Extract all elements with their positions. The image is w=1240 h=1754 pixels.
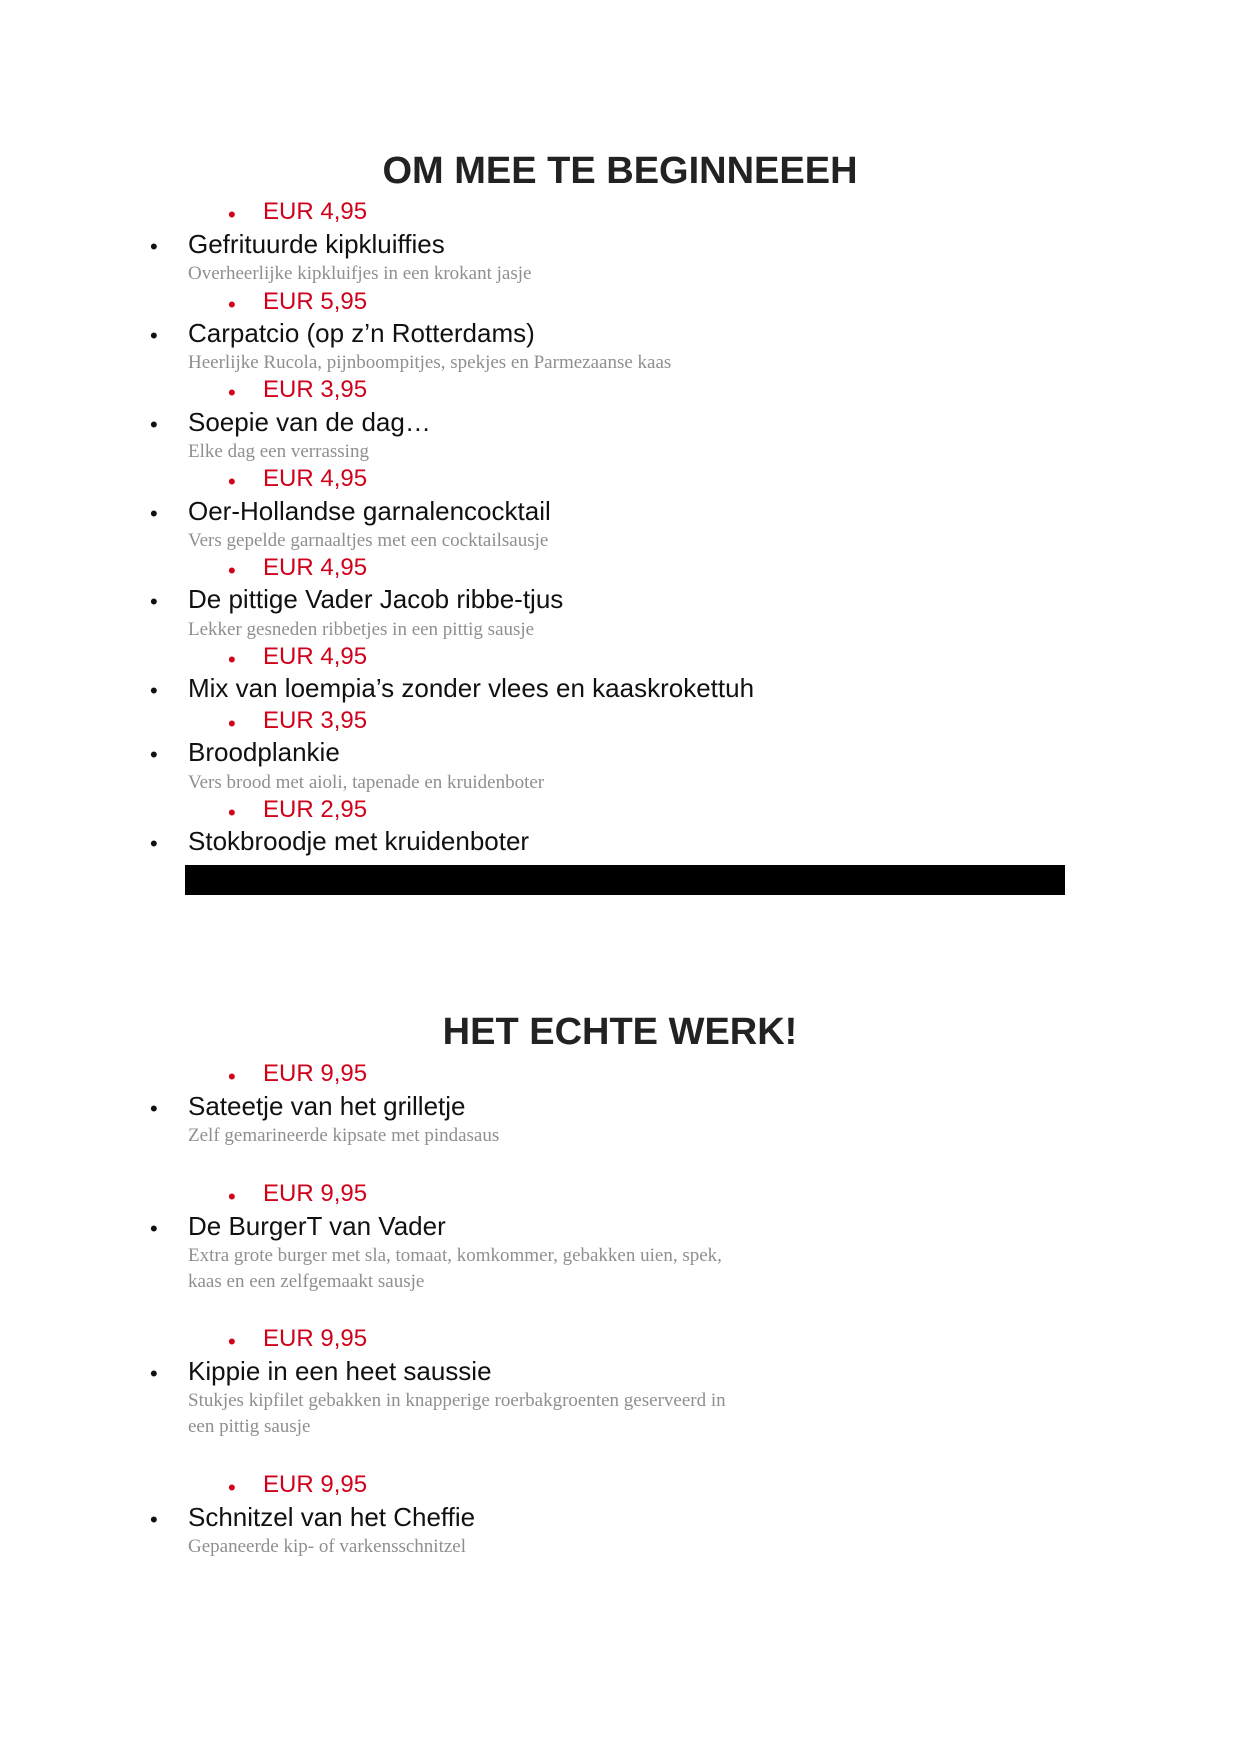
item-name: Kippie in een heet saussie bbox=[188, 1356, 492, 1386]
section-heading-mains: HET ECHTE WERK! bbox=[442, 1011, 798, 1053]
item-description: Overheerlijke kipkluifjes in een krokant jasje bbox=[188, 263, 532, 284]
price-bullet: • bbox=[228, 1329, 236, 1354]
item-description: Extra grote burger met sla, tomaat, komkommer, gebakken uien, spek, bbox=[188, 1245, 722, 1266]
section-heading-starters: OM MEE TE BEGINNEEEH bbox=[382, 150, 858, 192]
item-bullet: • bbox=[150, 501, 158, 526]
item-name: De BurgerT van Vader bbox=[188, 1211, 446, 1241]
item-description: Gepaneerde kip- of varkensschnitzel bbox=[188, 1536, 467, 1557]
item-name: Soepie van de dag… bbox=[188, 407, 431, 437]
item-description-line-2: kaas en een zelfgemaakt sausje bbox=[188, 1271, 425, 1292]
item-name: De pittige Vader Jacob ribbe-tjus bbox=[188, 584, 564, 614]
item-description-line-2: een pittig sausje bbox=[188, 1416, 311, 1437]
item-bullet: • bbox=[150, 678, 158, 703]
item-name: Broodplankie bbox=[188, 737, 340, 767]
item-description: Vers gepelde garnaaltjes met een cocktailsausje bbox=[188, 530, 549, 551]
item-price: EUR 9,95 bbox=[263, 1325, 368, 1352]
item-price: EUR 4,95 bbox=[263, 198, 368, 225]
price-bullet: • bbox=[228, 711, 236, 736]
item-name: Schnitzel van het Cheffie bbox=[188, 1502, 476, 1532]
item-bullet: • bbox=[150, 412, 158, 437]
item-name: Gefrituurde kipkluiffies bbox=[188, 229, 445, 259]
item-name: Carpatcio (op z’n Rotterdams) bbox=[188, 318, 535, 348]
item-description: Zelf gemarineerde kipsate met pindasaus bbox=[188, 1125, 500, 1146]
item-price: EUR 4,95 bbox=[263, 554, 368, 581]
item-description: Heerlijke Rucola, pijnboompitjes, spekjes en Parmezaanse kaas bbox=[188, 352, 672, 373]
item-name: Sateetje van het grilletje bbox=[188, 1091, 466, 1121]
price-bullet: • bbox=[228, 292, 236, 317]
item-price: EUR 9,95 bbox=[263, 1180, 368, 1207]
price-bullet: • bbox=[228, 647, 236, 672]
item-description: Vers brood met aioli, tapenade en kruidenboter bbox=[188, 772, 545, 793]
price-bullet: • bbox=[228, 1475, 236, 1500]
price-bullet: • bbox=[228, 469, 236, 494]
item-name: Stokbroodje met kruidenboter bbox=[188, 826, 530, 856]
item-bullet: • bbox=[150, 831, 158, 856]
item-name: Mix van loempia’s zonder vlees en kaaskrokettuh bbox=[188, 673, 755, 703]
item-price: EUR 9,95 bbox=[263, 1060, 368, 1087]
item-price: EUR 5,95 bbox=[263, 288, 368, 315]
price-bullet: • bbox=[228, 800, 236, 825]
item-price: EUR 4,95 bbox=[263, 465, 368, 492]
item-price: EUR 3,95 bbox=[263, 707, 368, 734]
price-bullet: • bbox=[228, 1184, 236, 1209]
item-name: Oer-Hollandse garnalencocktail bbox=[188, 496, 551, 526]
item-bullet: • bbox=[150, 234, 158, 259]
item-price: EUR 9,95 bbox=[263, 1471, 368, 1498]
item-bullet: • bbox=[150, 323, 158, 348]
price-bullet: • bbox=[228, 202, 236, 227]
price-bullet: • bbox=[228, 380, 236, 405]
item-bullet: • bbox=[150, 1507, 158, 1532]
item-bullet: • bbox=[150, 589, 158, 614]
item-bullet: • bbox=[150, 1361, 158, 1386]
item-price: EUR 2,95 bbox=[263, 796, 368, 823]
item-description: Stukjes kipfilet gebakken in knapperige roerbakgroenten geserveerd in bbox=[188, 1390, 726, 1411]
price-bullet: • bbox=[228, 1064, 236, 1089]
item-price: EUR 3,95 bbox=[263, 376, 368, 403]
item-bullet: • bbox=[150, 1216, 158, 1241]
price-bullet: • bbox=[228, 558, 236, 583]
redaction-bar bbox=[185, 865, 1065, 895]
item-bullet: • bbox=[150, 1096, 158, 1121]
item-description: Lekker gesneden ribbetjes in een pittig sausje bbox=[188, 619, 535, 640]
item-description: Elke dag een verrassing bbox=[188, 441, 369, 462]
item-bullet: • bbox=[150, 742, 158, 767]
item-price: EUR 4,95 bbox=[263, 643, 368, 670]
